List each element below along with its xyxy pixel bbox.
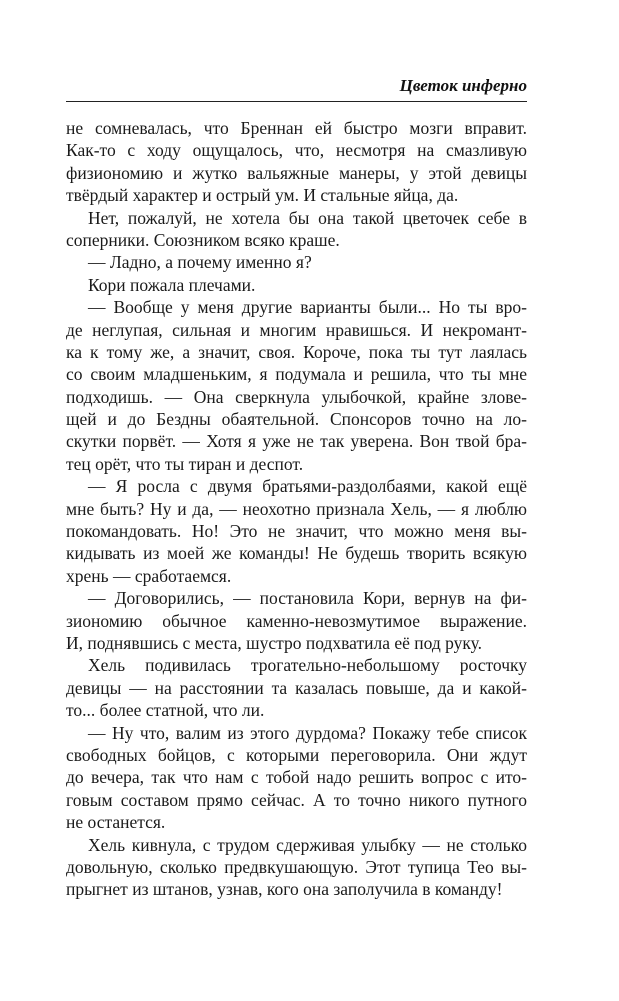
text-line: физиономию и жутко вальяжные манеры, у этой девицы (66, 162, 527, 183)
text-line: Хель кивнула, с трудом сдерживая улыбку — не столько (88, 834, 527, 855)
text-line: зиономию обычное каменно-невозмутимое выражение. (66, 610, 527, 631)
text-line: щей и до Бездны обаятельной. Спонсоров точно на ло- (66, 409, 527, 430)
text-line: до вечера, так что нам с тобой надо решить вопрос с ито- (66, 767, 527, 788)
text-line: де неглупая, сильная и многим нравишься. И некромант- (66, 319, 527, 340)
text-line: со своим младшеньким, я подумала и решила, что ты мне (66, 364, 527, 385)
body-text (66, 117, 527, 901)
text-line: тец орёт, что ты тиран и деспот. (66, 453, 304, 474)
text-line: говым составом прямо сейчас. А то точно никого путного (66, 789, 527, 810)
text-line: Нет, пожалуй, не хотела бы она такой цветочек себе в (88, 207, 527, 228)
text-line: не сомневалась, что Бреннан ей быстро мозги вправит. (66, 118, 527, 138)
text-line: Хель подивилась трогательно-небольшому росточку (88, 655, 527, 676)
text-line: подходишь. — Она сверкнула улыбочкой, крайне злове- (66, 386, 527, 407)
text-line: довольную, сколько предвкушающую. Этот тупица Тео вы- (66, 856, 527, 877)
text-line: И, поднявшись с места, шустро подхватила её под руку. (66, 632, 483, 653)
text-line: свободных бойцов, с которыми переговорила. Они ждут (66, 744, 527, 765)
text-line: кидывать из моей же команды! Не будешь творить всякую (66, 543, 527, 564)
text-line: Как-то с ходу ощущалось, что, несмотря на смазливую (66, 140, 527, 161)
text-line: хрень — сработаемся. (66, 565, 232, 586)
text-line: — Вообще у меня другие варианты были... Но ты вро- (88, 297, 527, 318)
text-line: — Договорились, — постановила Кори, вернув на фи- (88, 588, 527, 609)
text-line: соперники. Союзником всяко краше. (66, 229, 340, 250)
text-line: девицы — на расстоянии та казалась повыше, да и какой- (66, 677, 527, 698)
text-line: не останется. (66, 812, 166, 833)
text-line: то... более статной, что ли. (66, 700, 265, 721)
header-rule (66, 101, 527, 102)
text-line: ка к тому же, а значит, своя. Короче, пока ты тут лаялась (66, 341, 527, 362)
running-head: Цветок инферно (399, 76, 527, 95)
text-line: мне быть? Ну и да, — неохотно признала Хель, — я люблю (66, 498, 527, 519)
text-line: — Ладно, а почему именно я? (88, 252, 312, 273)
text-line: скутки порвёт. — Хотя я уже не так уверена. Вон твой бра- (66, 431, 527, 452)
text-line: Кори пожала плечами. (88, 274, 256, 295)
text-line: твёрдый характер и острый ум. И стальные яйца, да. (66, 185, 459, 206)
text-line: прыгнет из штанов, узнав, кого она заполучила в команду! (66, 879, 503, 900)
text-line: — Я росла с двумя братьями-раздолбаями, какой ещё (88, 476, 527, 497)
text-line: — Ну что, валим из этого дурдома? Покажу тебе список (88, 722, 527, 743)
text-line: покомандовать. Но! Это не значит, что можно меня вы- (66, 521, 527, 542)
